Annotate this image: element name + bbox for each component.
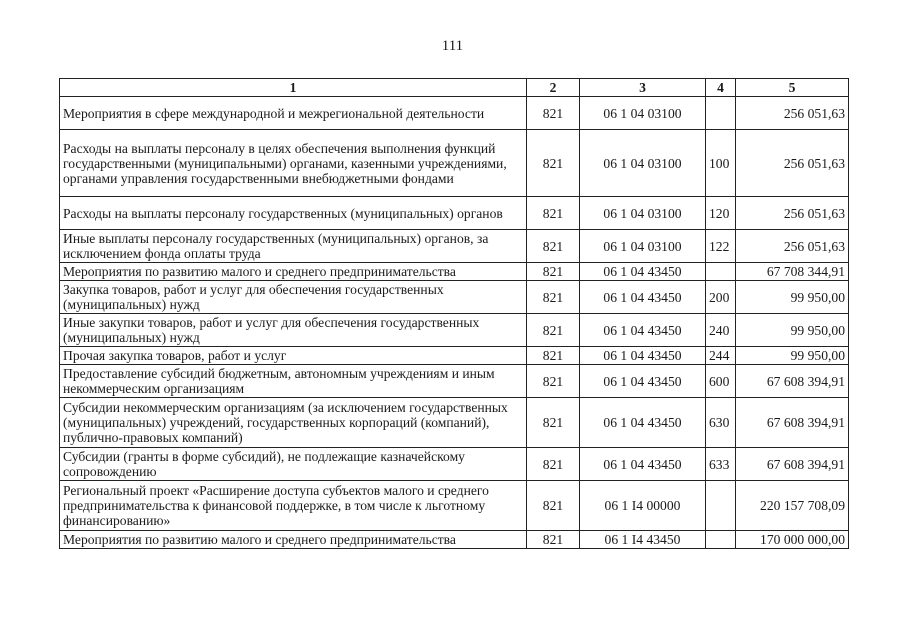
- target-article-code: 06 1 04 43450: [580, 263, 706, 281]
- amount: 99 950,00: [736, 347, 849, 365]
- target-article-code: 06 1 I4 43450: [580, 531, 706, 549]
- table-row: [60, 130, 849, 197]
- table-header-row: [60, 79, 849, 97]
- expense-type-code: [706, 263, 736, 281]
- table-row: [60, 314, 849, 347]
- department-code: 821: [527, 398, 580, 448]
- department-code: 821: [527, 281, 580, 314]
- expense-name: Расходы на выплаты персоналу в целях обеспечения выполнения функций государственными (муниципальными) органами, казенными учреждениями, органами управления государственными внебюджетными фондами: [60, 130, 527, 197]
- table-row: [60, 365, 849, 398]
- expense-name: Расходы на выплаты персоналу государственных (муниципальных) органов: [60, 197, 527, 230]
- department-code: 821: [527, 97, 580, 130]
- department-code: 821: [527, 197, 580, 230]
- expense-type-code: 630: [706, 398, 736, 448]
- table-row: [60, 197, 849, 230]
- amount: 256 051,63: [736, 97, 849, 130]
- target-article-code: 06 1 04 43450: [580, 347, 706, 365]
- expense-name: Мероприятия по развитию малого и среднего предпринимательства: [60, 531, 527, 549]
- amount: 67 608 394,91: [736, 398, 849, 448]
- department-code: 821: [527, 263, 580, 281]
- expense-type-code: 100: [706, 130, 736, 197]
- expense-type-code: [706, 531, 736, 549]
- column-header-5: 5: [736, 79, 849, 97]
- amount: 67 708 344,91: [736, 263, 849, 281]
- table-row: [60, 281, 849, 314]
- department-code: 821: [527, 130, 580, 197]
- amount: 256 051,63: [736, 230, 849, 263]
- expense-name: Иные закупки товаров, работ и услуг для обеспечения государственных (муниципальных) нужд: [60, 314, 527, 347]
- amount: 67 608 394,91: [736, 448, 849, 481]
- column-header-1: 1: [60, 79, 527, 97]
- target-article-code: 06 1 04 43450: [580, 281, 706, 314]
- page-number: 111: [441, 38, 464, 54]
- expense-type-code: 600: [706, 365, 736, 398]
- expense-type-code: 240: [706, 314, 736, 347]
- expense-name: Субсидии (гранты в форме субсидий), не подлежащие казначейскому сопровождению: [60, 448, 527, 481]
- table-row: [60, 398, 849, 448]
- budget-table: [59, 78, 849, 549]
- expense-name: Прочая закупка товаров, работ и услуг: [60, 347, 527, 365]
- target-article-code: 06 1 04 03100: [580, 230, 706, 263]
- table-row: [60, 97, 849, 130]
- amount: 170 000 000,00: [736, 531, 849, 549]
- target-article-code: 06 1 04 43450: [580, 314, 706, 347]
- department-code: 821: [527, 230, 580, 263]
- department-code: 821: [527, 531, 580, 549]
- expense-type-code: 633: [706, 448, 736, 481]
- target-article-code: 06 1 04 43450: [580, 365, 706, 398]
- target-article-code: 06 1 04 03100: [580, 197, 706, 230]
- expense-name: Закупка товаров, работ и услуг для обеспечения государственных (муниципальных) нужд: [60, 281, 527, 314]
- expense-type-code: [706, 481, 736, 531]
- target-article-code: 06 1 04 03100: [580, 97, 706, 130]
- expense-name: Мероприятия в сфере международной и межрегиональной деятельности: [60, 97, 527, 130]
- department-code: 821: [527, 314, 580, 347]
- target-article-code: 06 1 04 03100: [580, 130, 706, 197]
- expense-name: Субсидии некоммерческим организациям (за исключением государственных (муниципальных) учреждений, государственных корпораций (компаний), публично-правовых компаний): [60, 398, 527, 448]
- column-header-4: 4: [706, 79, 736, 97]
- expense-type-code: 200: [706, 281, 736, 314]
- department-code: 821: [527, 365, 580, 398]
- expense-name: Предоставление субсидий бюджетным, автономным учреждениям и иным некоммерческим организациям: [60, 365, 527, 398]
- amount: 99 950,00: [736, 314, 849, 347]
- expense-name: Региональный проект «Расширение доступа субъектов малого и среднего предпринимательства к финансовой поддержке, в том числе к льготному финансированию»: [60, 481, 527, 531]
- target-article-code: 06 1 04 43450: [580, 398, 706, 448]
- department-code: 821: [527, 448, 580, 481]
- target-article-code: 06 1 I4 00000: [580, 481, 706, 531]
- amount: 220 157 708,09: [736, 481, 849, 531]
- expense-type-code: 244: [706, 347, 736, 365]
- table-row: [60, 230, 849, 263]
- column-header-2: 2: [527, 79, 580, 97]
- target-article-code: 06 1 04 43450: [580, 448, 706, 481]
- expense-type-code: [706, 97, 736, 130]
- table-row: [60, 531, 849, 549]
- table-row: [60, 448, 849, 481]
- amount: 67 608 394,91: [736, 365, 849, 398]
- expense-name: Мероприятия по развитию малого и среднего предпринимательства: [60, 263, 527, 281]
- column-header-3: 3: [580, 79, 706, 97]
- table-row: [60, 347, 849, 365]
- department-code: 821: [527, 481, 580, 531]
- table-row: [60, 263, 849, 281]
- expense-type-code: 122: [706, 230, 736, 263]
- amount: 99 950,00: [736, 281, 849, 314]
- department-code: 821: [527, 347, 580, 365]
- amount: 256 051,63: [736, 197, 849, 230]
- table-row: [60, 481, 849, 531]
- amount: 256 051,63: [736, 130, 849, 197]
- expense-type-code: 120: [706, 197, 736, 230]
- expense-name: Иные выплаты персоналу государственных (муниципальных) органов, за исключением фонда оплаты труда: [60, 230, 527, 263]
